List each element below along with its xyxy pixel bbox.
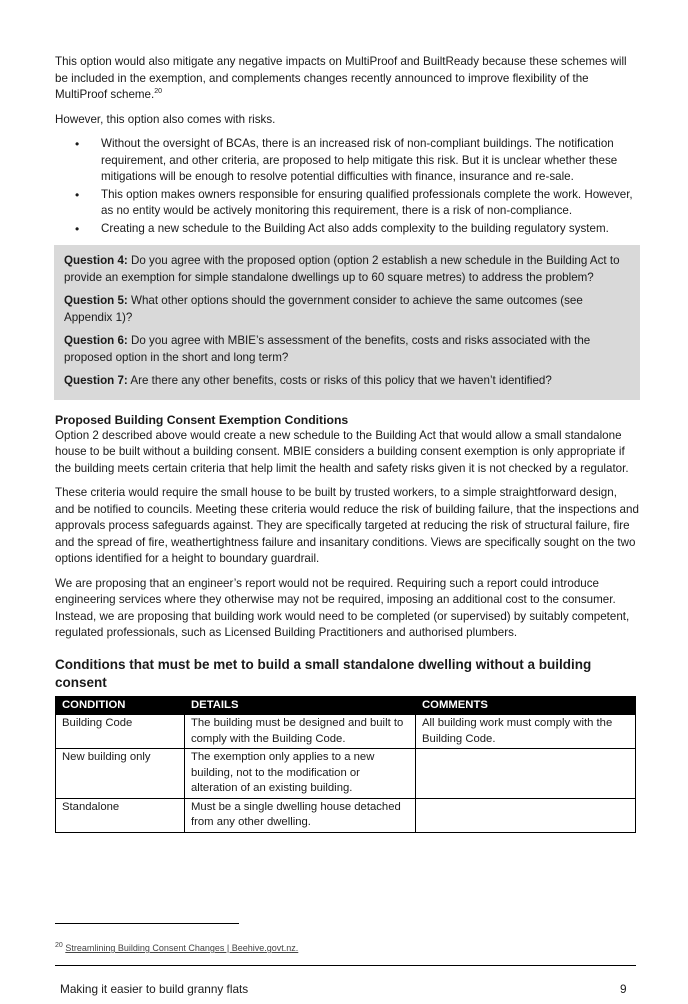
question-5: Question 5: What other options should the government consider to achieve the same outcomes (see Appendix 1)? — [64, 294, 583, 324]
page-body — [55, 54, 639, 833]
question-7: Question 7: Are there any other benefits, costs or risks of this policy that we haven’t identified? — [64, 374, 552, 387]
footnote-ref[interactable]: 20 — [154, 88, 163, 96]
section-paragraph: These criteria would require the small house to be built by trusted workers, to a simple straightforward design, and be notified to councils. Meeting these criteria would reduce the risk of building failure, that the inspections and approvals process safeguards against. They are specifically targeted at reducing the risk of structural failure, fire and the spread of fire, weathertightness failure and insanitary conditions. Views are specifically sought on the two options identified for a height to boundary guardrail. — [55, 486, 639, 565]
list-item: • Creating a new schedule to the Building Act also adds complexity to the building regulatory system. — [55, 221, 639, 238]
question-4: Question 4: Do you agree with the proposed option (option 2 establish a new schedule in the Building Act to provide an exemption for simple standalone dwellings up to 60 square metres) to address the problem? — [64, 254, 620, 284]
footer-divider — [55, 965, 636, 966]
page-number: 9 — [620, 982, 627, 996]
section-paragraph: Option 2 described above would create a new schedule to the Building Act that would allow a small standalone house to be built without a building consent. MBIE considers a building consent exemption is only appropriate if the building meets certain criteria that help limit the health and safety risks given it is not checked by a regulator. — [55, 428, 629, 475]
table-cell: The exemption only applies to a new building, not to the modification or alteration of an existing building. — [185, 749, 416, 799]
column-header: DETAILS — [185, 696, 416, 715]
footnote: $^{20}$ Streamlining Building Consent Changes | Beehive.govt.nz. — [55, 942, 299, 953]
table-cell — [416, 798, 636, 832]
column-header: COMMENTS — [416, 696, 636, 715]
table-cell: The building must be designed and built to comply with the Building Code. — [185, 715, 416, 749]
intro-paragraph: This option would also mitigate any negative impacts on MultiProof and BuiltReady because these schemes will be included in the exemption, and complements changes recently announced to improve flexibility of the MultiProof scheme.$^{20}$ — [55, 55, 627, 101]
footnote-link[interactable]: Streamlining Building Consent Changes | Beehive.govt.nz. — [65, 943, 299, 953]
table-cell: Must be a single dwelling house detached from any other dwelling. — [185, 798, 416, 832]
footnote-divider — [55, 923, 239, 924]
table-cell: New building only — [56, 749, 185, 799]
column-header: CONDITION — [56, 696, 185, 715]
table-cell — [416, 749, 636, 799]
question-6: Question 6: Do you agree with MBIE’s assessment of the benefits, costs and risks associated with the proposed option in the short and long term? — [64, 334, 591, 364]
table-cell: Building Code — [56, 715, 185, 749]
section-paragraph: We are proposing that an engineer’s report would not be required. Requiring such a report could introduce engineering services where they otherwise may not be required, imposing an additional cost to the consumer. Instead, we are proposing that building work would need to be completed (or supervised) by suitably competent, regulated professionals, such as Licensed Building Practitioners and authorised plumbers. — [55, 576, 630, 639]
list-item: • Without the oversight of BCAs, there is an increased risk of non-compliant buildings. The notification requirement, and other criteria, are proposed to help mitigate this risk. But it is unclear whether these mitigations will be enough to resolve potential difficulties with finance, insurance and re-sale. — [55, 136, 639, 186]
risks-intro: However, this option also comes with risks. — [55, 112, 276, 126]
conditions-table — [55, 696, 636, 833]
table-header-row — [56, 696, 636, 715]
risks-list — [55, 136, 639, 237]
table-cell: All building work must comply with the Building Code. — [416, 715, 636, 749]
table-cell: Standalone — [56, 798, 185, 832]
list-item: • This option makes owners responsible for ensuring qualified professionals complete the work. However, as no entity would be actively monitoring this requirement, there is a risk of non-compliance. — [55, 187, 639, 220]
table-row — [56, 798, 636, 832]
table-row — [56, 715, 636, 749]
footer-title: Making it easier to build granny flats — [60, 982, 249, 996]
section-heading: Proposed Building Consent Exemption Conditions — [55, 412, 349, 427]
table-heading: Conditions that must be met to build a small standalone dwelling without a building consent — [55, 656, 592, 690]
table-row — [56, 749, 636, 799]
questions-box — [54, 245, 640, 400]
